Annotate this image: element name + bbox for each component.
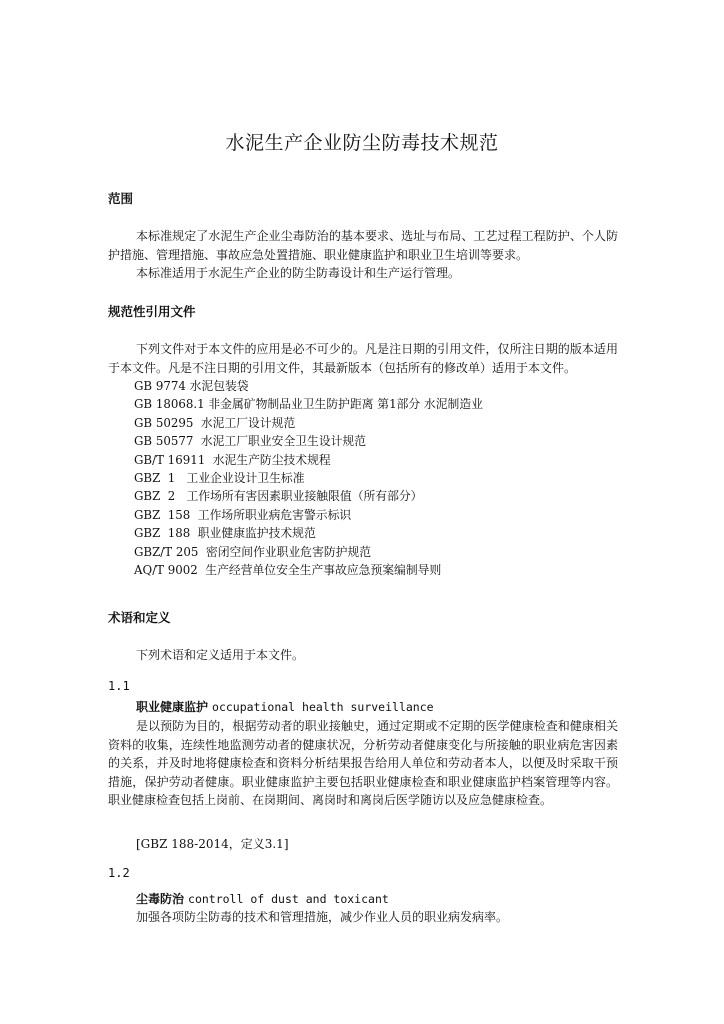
ref-item: GBZ 188 职业健康监护技术规范 <box>134 526 316 541</box>
term-name-en: occupational health surveillance <box>212 700 434 714</box>
ref-item: AQ/T 9002 生产经营单位安全生产事故应急预案编制导则 <box>134 563 442 578</box>
terms-intro: 下列术语和定义适用于本文件。 <box>136 648 305 662</box>
term-number: 1.2 <box>108 866 130 880</box>
ref-item: GBZ/T 205 密闭空间作业职业危害防护规范 <box>134 544 372 559</box>
term-name-zh: 职业健康监护 <box>136 700 209 714</box>
normative-refs-list <box>134 377 483 579</box>
term-heading <box>136 698 434 716</box>
term-heading <box>136 890 389 908</box>
document-title: 水泥生产企业防尘防毒技术规范 <box>225 132 499 154</box>
ref-item: GBZ 2 工作场所有害因素职业接触限值（所有部分） <box>134 489 423 504</box>
term-source: [GBZ 188-2014，定义3.1] <box>136 837 289 851</box>
section-heading-scope: 范围 <box>108 191 134 206</box>
term-definition: 是以预防为目的，根据劳动者的职业接触史，通过定期或不定期的医学健康检查和健康相关资料的收集，连续性地监测劳动者的健康状况，分析劳动者健康变化与所接触的职业病危害因素的关系，并及时地将健康检查和资料分析结果报告给用人单位和劳动者本人，以便及时采取干预措施，保护劳动者健康。职业健康监护主要包括职业健康检查和职业健康监护档案管理等内容。职业健康检查包括上岗前、在岗期间、离岗时和离岗后医学随访以及应急健康检查。 <box>108 719 618 807</box>
ref-item: GB 9774 水泥包装袋 <box>134 379 249 393</box>
term-name-zh: 尘毒防治 <box>136 892 185 906</box>
term-number: 1.1 <box>108 679 130 693</box>
ref-item: GB/T 16911 水泥生产防尘技术规程 <box>134 452 331 467</box>
ref-item: GB 18068.1 非金属矿物制品业卫生防护距离 第1部分 水泥制造业 <box>134 397 483 412</box>
term-definition: 加强各项防尘防毒的技术和管理措施，减少作业人员的职业病发病率。 <box>136 910 509 924</box>
ref-item: GBZ 1 工业企业设计卫生标准 <box>134 471 305 486</box>
section-heading-terms: 术语和定义 <box>108 610 171 625</box>
term-name-en: controll of dust and toxicant <box>188 892 389 906</box>
ref-item: GBZ 158 工作场所职业病危害警示标识 <box>134 507 352 522</box>
ref-item: GB 50577 水泥工厂职业安全卫生设计规范 <box>134 434 367 449</box>
section-heading-normative-refs: 规范性引用文件 <box>108 304 196 319</box>
ref-item: GB 50295 水泥工厂设计规范 <box>134 415 296 430</box>
scope-paragraph-1: 本标准规定了水泥生产企业尘毒防治的基本要求、选址与布局、工艺过程工程防护、个人防护措施、管理措施、事故应急处置措施、职业健康监护和职业卫生培训等要求。 <box>108 229 618 262</box>
normative-refs-intro: 下列文件对于本文件的应用是必不可少的。凡是注日期的引用文件，仅所注日期的版本适用于本文件。凡是不注日期的引用文件，其最新版本（包括所有的修改单）适用于本文件。 <box>108 342 618 375</box>
scope-paragraph-2: 本标准适用于水泥生产企业的防尘防毒设计和生产运行管理。 <box>136 266 461 280</box>
